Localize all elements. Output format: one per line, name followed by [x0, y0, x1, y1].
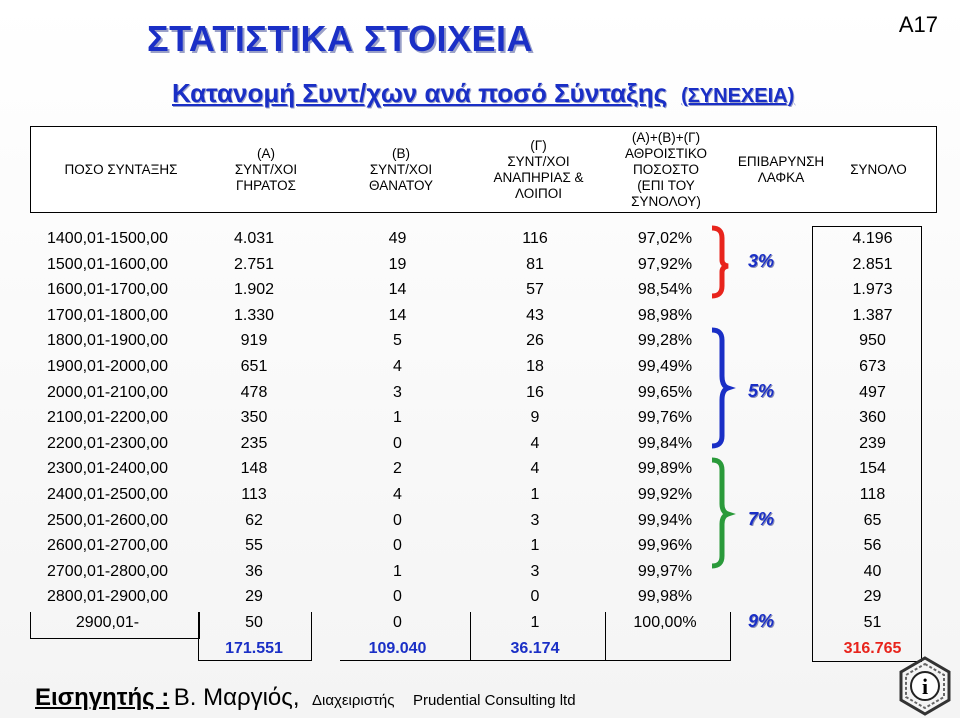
cell-c: 4: [530, 434, 540, 452]
cell-a: 29: [245, 588, 263, 606]
cell-a: 50: [245, 614, 263, 631]
cell-pct: 98,98%: [637, 306, 693, 324]
cell-a: 36: [245, 562, 263, 580]
cell-total: 950: [859, 332, 886, 350]
total-c: 36.174: [510, 640, 560, 657]
header-total: ΣΥΝΟΛΟ: [850, 161, 907, 177]
cell-pct: 99,65%: [637, 383, 693, 401]
cell-a: 55: [245, 537, 263, 555]
cell-b: 1: [393, 409, 402, 427]
cell-b: 1: [393, 562, 402, 580]
page-title: ΣΤΑΤΙΣΤΙΚΑ ΣΤΟΙΧΕΙΑ: [147, 18, 533, 59]
cell-b: 2: [393, 460, 402, 478]
cell-total: 1.387: [852, 306, 893, 324]
total-sum: 316.765: [843, 640, 902, 657]
cell-range: 2100,01-2200,00: [47, 409, 168, 427]
cell-pct: 99,98%: [637, 588, 693, 606]
cell-c: 57: [526, 281, 544, 299]
cell-range: 2000,01-2100,00: [47, 383, 168, 401]
cell-a: 1.902: [233, 281, 275, 299]
logo-letter: i: [921, 674, 929, 699]
cell-range: 1700,01-1800,00: [47, 306, 168, 324]
brace-7pct: [712, 460, 728, 566]
cell-a: 651: [240, 358, 268, 375]
total-b: 109.040: [368, 640, 427, 657]
cell-total: 65: [863, 511, 882, 529]
header-range: ΠΟΣΟ ΣΥΝΤΑΞΗΣ: [64, 161, 178, 177]
cell-total: 29: [863, 588, 882, 606]
total-a: 171.551: [225, 640, 283, 657]
cell-c: 116: [522, 230, 548, 247]
footer-name: Β. Μαργιός,: [173, 684, 300, 711]
cell-a: 4.031: [233, 230, 275, 247]
cell-range: 2200,01-2300,00: [47, 434, 168, 452]
cell-a: 62: [245, 511, 263, 529]
cell-pct: 99,94%: [637, 511, 693, 529]
cell-b: 5: [393, 332, 402, 350]
cell-b: 49: [388, 230, 407, 247]
cell-pct: 97,02%: [637, 230, 693, 247]
cell-total: 497: [859, 383, 886, 401]
cell-range: 2700,01-2800,00: [47, 562, 168, 580]
load-7pct: 7%: [748, 509, 775, 529]
cell-b: 3: [393, 383, 402, 401]
cell-pct: 99,76%: [637, 409, 693, 427]
cell-a: 919: [240, 332, 268, 350]
cell-total: 1.973: [852, 281, 893, 299]
cell-range: 2400,01-2500,00: [47, 486, 168, 503]
cell-c: 1: [530, 614, 540, 631]
cell-range: 1500,01-1600,00: [47, 255, 168, 273]
company-logo-icon: [894, 655, 956, 717]
cell-pct: 97,92%: [637, 255, 693, 273]
cell-pct: 99,96%: [637, 537, 693, 555]
cell-b: 0: [393, 614, 402, 631]
cell-range: 2500,01-2600,00: [47, 511, 168, 529]
cell-b: 14: [388, 281, 407, 299]
cell-total: 239: [859, 434, 886, 452]
cell-range: 1600,01-1700,00: [47, 281, 168, 299]
load-3pct: 3%: [748, 251, 775, 271]
cell-a: 2.751: [233, 255, 275, 273]
cell-range: 1800,01-1900,00: [47, 332, 168, 350]
cell-range: 2900,01-: [75, 614, 140, 631]
header-c: (Γ) ΣΥΝΤ/ΧΟΙ ΑΝΑΠΗΡΙΑΣ & ΛΟΙΠΟΙ: [493, 137, 584, 201]
cell-b: 14: [388, 306, 407, 324]
cell-c: 3: [530, 562, 540, 580]
cell-pct: 99,28%: [637, 332, 693, 350]
cell-total: 118: [859, 486, 886, 503]
cell-total: 56: [863, 537, 882, 555]
cell-pct: 98,54%: [637, 281, 693, 299]
cell-c: 9: [530, 409, 540, 427]
cell-range: 2300,01-2400,00: [47, 460, 168, 478]
cell-pct: 99,84%: [637, 434, 693, 452]
subtitle-suffix: (ΣΥΝΕΧΕΙΑ): [681, 85, 795, 107]
cell-range: 1400,01-1500,00: [47, 230, 168, 247]
cell-a: 478: [240, 383, 268, 401]
cell-total: 154: [859, 460, 886, 478]
cell-b: 0: [393, 434, 402, 452]
cell-c: 1: [530, 486, 540, 503]
cell-pct: 99,97%: [637, 562, 693, 580]
cell-pct: 99,49%: [637, 358, 693, 375]
cell-a: 350: [240, 409, 268, 427]
header-b: (Β) ΣΥΝΤ/ΧΟΙ ΘΑΝΑΤΟΥ: [368, 145, 434, 193]
header-a: (Α) ΣΥΝΤ/ΧΟΙ ΓΗΡΑΤΟΣ: [234, 145, 298, 193]
cell-c: 4: [530, 460, 540, 478]
cell-c: 3: [530, 511, 540, 529]
cell-c: 0: [530, 588, 540, 606]
cell-range: 2800,01-2900,00: [47, 588, 168, 606]
load-5pct: 5%: [748, 381, 775, 401]
cell-range: 2600,01-2700,00: [47, 537, 168, 555]
cell-b: 0: [393, 511, 402, 529]
cell-total: 51: [863, 614, 882, 631]
cell-total: 360: [859, 409, 886, 427]
brace-3pct: [712, 228, 728, 296]
cell-pct: 99,89%: [637, 460, 693, 478]
cell-pct: 100,00%: [633, 614, 697, 631]
header-pct: (Α)+(Β)+(Γ) ΑΘΡΟΙΣΤΙΚΟ ΠΟΣΟΣΤΟ (ΕΠΙ ΤΟΥ ΣΥΝΟΛΟΥ): [625, 129, 707, 209]
cell-a: 1.330: [233, 306, 275, 324]
cell-c: 81: [526, 255, 544, 273]
cell-c: 1: [530, 537, 540, 555]
cell-c: 43: [526, 306, 544, 324]
cell-total: 2.851: [852, 255, 893, 273]
footer: [35, 684, 576, 712]
header-load: ΕΠΙΒΑΡΥΝΣΗ ΛΑΦΚΑ: [737, 153, 825, 185]
cell-b: 19: [388, 255, 407, 273]
cell-total: 4.196: [852, 230, 893, 247]
page-code: A17: [898, 12, 938, 37]
cell-c: 16: [526, 383, 544, 401]
cell-a: 235: [240, 434, 268, 452]
cell-b: 4: [393, 358, 402, 375]
cell-range: 1900,01-2000,00: [47, 358, 168, 375]
cell-b: 0: [393, 537, 402, 555]
cell-total: 40: [863, 562, 882, 580]
footer-role: Διαχειριστής: [311, 692, 395, 709]
cell-b: 4: [393, 486, 402, 503]
cell-total: 673: [859, 358, 886, 375]
cell-c: 26: [526, 332, 544, 350]
cell-b: 0: [393, 588, 402, 606]
load-9pct: 9%: [748, 611, 775, 631]
cell-a: 113: [241, 486, 267, 503]
footer-org: Prudential Consulting ltd: [412, 692, 576, 709]
footer-label: Εισηγητής :: [35, 684, 170, 711]
brace-5pct: [712, 330, 728, 446]
cell-c: 18: [526, 358, 544, 375]
cell-pct: 99,92%: [637, 486, 693, 503]
cell-a: 148: [240, 460, 268, 478]
subtitle-main: Κατανομή Συντ/χων ανά ποσό Σύνταξης: [172, 78, 668, 108]
